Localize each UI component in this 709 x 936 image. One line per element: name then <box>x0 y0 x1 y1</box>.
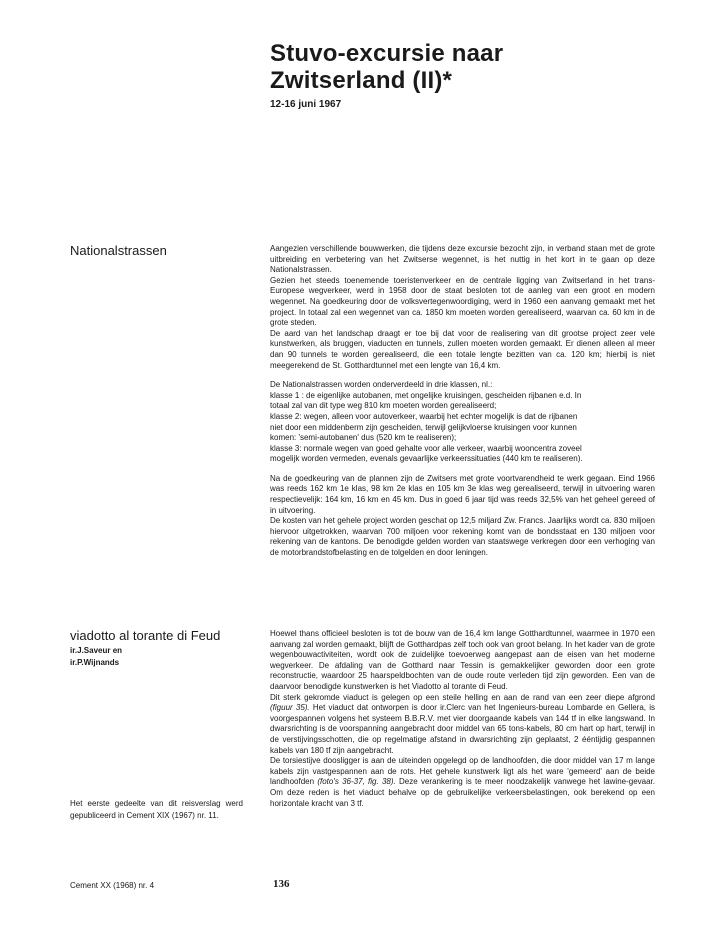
paragraph: De torsiestijve doosligger is aan de uiteinden opgelegd op de landhoofden, die door middel van 17 m lange kabels zijn vastgespannen aan de rots. Het gehele kunstwerk ligt als het ware 'gemeerd' aan de beide landhoofden (foto's 36-37, fig. 38). Deze verankering is te meer noodzakelijk vanwege het lawine-gevaar. Om deze reden is het viaduct behalve op de gebruikelijke verkeersbelastingen, ook berekend op een horizontale kracht van 3 tf. <box>270 756 656 808</box>
section-heading-viadotto: viadotto al torante di Feud <box>70 628 221 643</box>
section1-body <box>270 244 655 559</box>
paragraph: Hoewel thans officieel besloten is tot de bouw van de 16,4 km lange Gotthardtunnel, waarmee in 1970 een aanvang zal worden gemaakt, blijft de Gotthardpas zelf toch ook van groot belang. In het kader van de grote wegenbouwactiviteiten, wordt ook de zuidelijke toevoerweg aangepast aan de eisen van het moderne wegverkeer. De afdaling van de Gotthard naar Tessin is gemakkelijker geworden door een grote reconstructie, waardoor 25 haarspeldbochten van de oude route verleden tijd zijn geworden. Een van de daarvoor benodigde kunstwerken is het Viadotto al torante di Feud. <box>270 629 655 691</box>
list-line: De Nationalstrassen worden onderverdeeld in drie klassen, nl.: <box>270 380 493 390</box>
author-line-1: ir.J.Saveur en <box>70 646 123 655</box>
section-heading-nationalstrassen: Nationalstrassen <box>70 243 167 258</box>
paragraph: Aangezien verschillende bouwwerken, die tijdens deze excursie bezocht zijn, in verband staan met de grote uitbreiding en verbetering van het Zwitserse wegennet, is het nuttig in het kort in te gaan op deze Nationalstrassen. <box>270 244 655 275</box>
list-line: klasse 2: wegen, alleen voor autoverkeer, waarbij het echter mogelijk is dat de rijbanen <box>270 411 578 421</box>
paragraph: Na de goedkeuring van de plannen zijn de Zwitsers met grote voortvarendheid te werk gegaan. Eind 1966 was reeds 162 km 1e klas, 98 km 2e klas en 105 km 3e klas weg gerealiseerd, terwijl in uitvoering waren respectievelijk: 164 km, 16 km en 45 km. Dus in goed 6 jaar tijd was reeds 32,5% van het geheel gereed of in uitvoering. <box>270 473 655 515</box>
list-line: komen: 'semi-autobanen' dus (520 km te realiseren); <box>270 433 457 443</box>
title-line-2: Zwitserland (II)* <box>270 67 453 94</box>
footnote-previous-part: Het eerste gedeelte van dit reisverslag werd gepubliceerd in Cement XIX (1967) nr. 11. <box>70 799 243 820</box>
page-number: 136 <box>273 878 290 890</box>
figure-reference: (figuur 35). <box>270 703 310 713</box>
list-line: mogelijk worden vermeden, evenals gevaarlijke verkeerssituaties (440 km te realiseren). <box>270 454 583 464</box>
photo-reference: (foto's 36-37, fig. 38). <box>317 777 396 787</box>
list-line: klasse 3: normale wegen van goed gehalte voor alle verkeer, waarbij wooncentra zoveel <box>270 443 582 453</box>
paragraph: De aard van het landschap draagt er toe bij dat voor de realisering van dit grootse project zeer vele kunstwerken, als bruggen, viaducten en tunnels, zullen moeten worden gemaakt. Er dienen alleen al meer dan 90 tunnels te worden gerealiseerd, die een totale lengte bezitten van ca. 120 km; hierbij is niet meegerekend de St. Gotthardtunnel met een lengte van 16,4 km. <box>270 328 655 370</box>
classes-list <box>270 380 655 465</box>
paragraph: Gezien het steeds toenemende toeristenverkeer en de centrale ligging van Zwitserland in het trans-Europese wegverkeer, werd in 1958 door de staat besloten tot de aanleg van een groot en modern wegennet. Na goedkeuring door de volksvertegenwoordiging, werd in 1960 een aanvang gemaakt met het project. In totaal zal een wegennet van ca. 1850 km moeten worden gerealiseerd, waarvan ca. 60 km in de grote steden. <box>270 275 655 328</box>
excursion-date: 12-16 juni 1967 <box>270 99 342 110</box>
title-line-1: Stuvo-excursie naar <box>270 40 504 67</box>
list-line: niet door een middenberm zijn gescheiden, terwijl gelijkvloerse kruisingen voor kunnen <box>270 422 577 432</box>
list-line: klasse 1 : de eigenlijke autobanen, met ongelijke kruisingen, gescheiden rijbanen e.d. In <box>270 390 582 400</box>
list-line: totaal zal van dit type weg 810 km moeten worden gerealiseerd; <box>270 401 497 411</box>
paragraph: Dit sterk gekromde viaduct is gelegen op een steile helling en aan de rand van een zeer diepe afgrond (figuur 35). Het viaduct dat ontworpen is door ir.Clerc van het Ingenieurs-bureau Lombarde en Gellera, is voorgespannen volgens het systeem B.B.R.V. met vier doorgaande kabels van 144 tf in elke langswand. In dwarsrichting is de voorspanning aangebracht door middel van 65 tons-kabels, 80 cm hart op hart, terwijl in de verstijvingsschotten, die op regelmatige afstand in dwarsrichting zijn geplaatst, 2 ééntijdig gespannen kabels van 180 tf zijn aangebracht. <box>270 692 655 755</box>
paragraph: De kosten van het gehele project worden geschat op 12,5 miljard Zw. Francs. Jaarlijks wordt ca. 830 miljoen hiervoor uitgetrokken, waarvan 700 miljoen voor rekening komt van de bondsstaat en 130 miljoen voor rekening van de kantons. De benodigde gelden worden van staatswege verkregen door een verhoging van de motorbrandstofbelasting en de tolgelden en door leningen. <box>270 516 655 558</box>
journal-issue: Cement XX (1968) nr. 4 <box>70 881 155 890</box>
article-title <box>270 40 690 94</box>
section2-body <box>270 629 655 809</box>
author-line-2: ir.P.Wijnands <box>70 658 120 667</box>
